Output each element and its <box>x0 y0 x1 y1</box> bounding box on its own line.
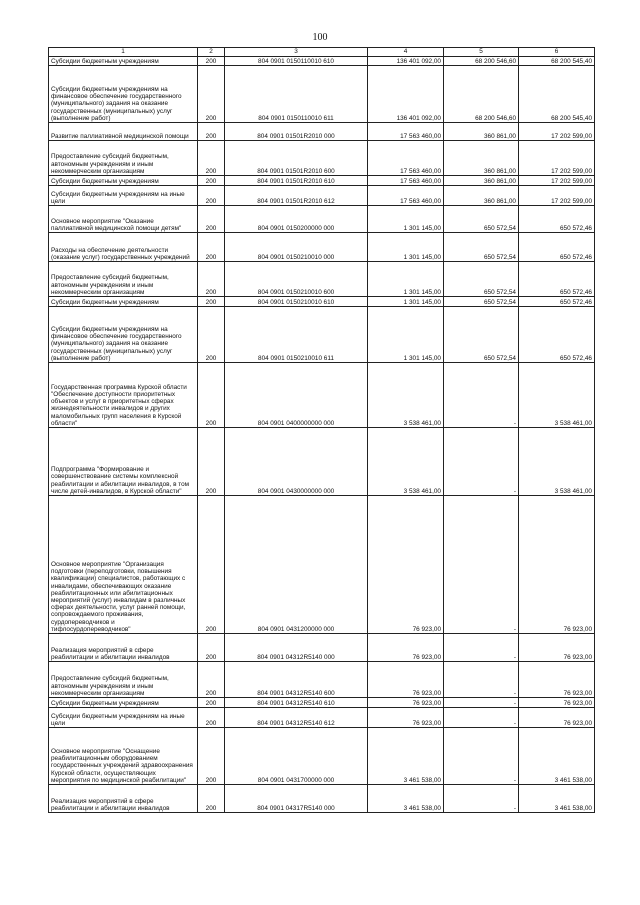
row-col6: 68 200 545,40 <box>519 66 595 123</box>
row-col6: 650 572,46 <box>519 233 595 262</box>
row-code: 804 0901 0150210010 611 <box>225 307 368 363</box>
row-col6: 76 923,00 <box>519 698 595 708</box>
row-name: Подпрограмма "Формирование и совершенствование системы комплексной реабилитации и абилитации инвалидов, в том числе детей-инвалидов, в Курской области" <box>49 428 198 496</box>
row-col4: 1 301 145,00 <box>368 233 444 262</box>
row-code: 804 0901 0150110010 611 <box>225 66 368 123</box>
row-unit: 200 <box>198 785 225 813</box>
row-col4: 76 923,00 <box>368 698 444 708</box>
row-code: 804 0901 04312R5140 600 <box>225 662 368 698</box>
row-code: 804 0901 0431200000 000 <box>225 496 368 634</box>
table-row <box>49 206 595 233</box>
row-code: 804 0901 0150110010 610 <box>225 57 368 66</box>
row-unit: 200 <box>198 186 225 206</box>
table-row <box>49 785 595 813</box>
row-col4: 76 923,00 <box>368 708 444 728</box>
row-code: 804 0901 0150210010 000 <box>225 233 368 262</box>
table-row <box>49 186 595 206</box>
header-cell: 5 <box>444 48 519 57</box>
row-unit: 200 <box>198 57 225 66</box>
row-col4: 1 301 145,00 <box>368 307 444 363</box>
row-unit: 200 <box>198 262 225 297</box>
row-col4: 3 461 538,00 <box>368 728 444 785</box>
row-col5: 360 861,00 <box>444 186 519 206</box>
table-row <box>49 708 595 728</box>
row-unit: 200 <box>198 496 225 634</box>
table-row <box>49 728 595 785</box>
row-code: 804 0901 01501R2010 612 <box>225 186 368 206</box>
table-row <box>49 363 595 428</box>
row-code: 804 0901 0150210010 610 <box>225 297 368 307</box>
table-row <box>49 57 595 66</box>
row-col4: 136 401 092,00 <box>368 66 444 123</box>
row-name: Основное мероприятие "Оказание паллиативной медицинской помощи детям" <box>49 206 198 233</box>
table-row <box>49 176 595 186</box>
row-col6: 17 202 599,00 <box>519 123 595 141</box>
row-code: 804 0901 0431700000 000 <box>225 728 368 785</box>
row-col4: 76 923,00 <box>368 496 444 634</box>
row-col5: 650 572,54 <box>444 206 519 233</box>
row-col6: 3 461 538,00 <box>519 785 595 813</box>
row-col5: 650 572,54 <box>444 307 519 363</box>
budget-table <box>48 47 595 813</box>
row-col6: 17 202 599,00 <box>519 176 595 186</box>
table-row <box>49 496 595 634</box>
header-cell: 3 <box>225 48 368 57</box>
table-row <box>49 297 595 307</box>
row-code: 804 0901 04312R5140 000 <box>225 634 368 662</box>
row-col4: 17 563 460,00 <box>368 123 444 141</box>
row-unit: 200 <box>198 206 225 233</box>
row-col6: 76 923,00 <box>519 634 595 662</box>
row-col6: 650 572,46 <box>519 297 595 307</box>
row-name: Развитие паллиативной медицинской помощи <box>49 123 198 141</box>
row-col5: - <box>444 785 519 813</box>
row-unit: 200 <box>198 233 225 262</box>
row-col4: 76 923,00 <box>368 662 444 698</box>
row-col5: - <box>444 708 519 728</box>
row-col4: 136 401 092,00 <box>368 57 444 66</box>
row-unit: 200 <box>198 662 225 698</box>
row-name: Расходы на обеспечение деятельности (оказание услуг) государственных учреждений <box>49 233 198 262</box>
header-cell: 1 <box>49 48 198 57</box>
row-name: Субсидии бюджетным учреждениям <box>49 57 198 66</box>
row-unit: 200 <box>198 297 225 307</box>
table-row <box>49 634 595 662</box>
row-code: 804 0901 0150210010 600 <box>225 262 368 297</box>
row-name: Предоставление субсидий бюджетным, автономным учреждениям и иным некоммерческим организациям <box>49 141 198 176</box>
table-row <box>49 662 595 698</box>
row-col6: 650 572,46 <box>519 206 595 233</box>
row-col5: 68 200 546,60 <box>444 66 519 123</box>
row-col5: - <box>444 428 519 496</box>
row-code: 804 0901 01501R2010 610 <box>225 176 368 186</box>
table-row <box>49 428 595 496</box>
row-name: Основное мероприятие "Организация подготовки (переподготовки, повышения квалификации) специалистов, работающих с инвалидами, обеспечивающих оказание реабилитационных или абилитационных мероприятий (услуг) инвалидам в различных сферах деятельности, услуг ранней помощи, сопровождаемого проживания, сурдопереводчиков и тифлосурдопереводчиков" <box>49 496 198 634</box>
row-col6: 3 461 538,00 <box>519 728 595 785</box>
row-unit: 200 <box>198 363 225 428</box>
row-col6: 17 202 599,00 <box>519 186 595 206</box>
row-name: Субсидии бюджетным учреждениям на финансовое обеспечение государственного (муниципального) задания на оказание государственных (муниципальных) услуг (выполнение работ) <box>49 307 198 363</box>
row-col6: 650 572,46 <box>519 262 595 297</box>
row-col6: 17 202 599,00 <box>519 141 595 176</box>
row-col5: 360 861,00 <box>444 176 519 186</box>
row-col4: 17 563 460,00 <box>368 186 444 206</box>
row-col4: 1 301 145,00 <box>368 262 444 297</box>
page-number: 100 <box>312 32 328 43</box>
table-row <box>49 233 595 262</box>
row-code: 804 0901 04312R5140 612 <box>225 708 368 728</box>
row-name: Субсидии бюджетным учреждениям <box>49 698 198 708</box>
row-name: Субсидии бюджетным учреждениям на иные цели <box>49 708 198 728</box>
row-col5: - <box>444 728 519 785</box>
row-col4: 17 563 460,00 <box>368 176 444 186</box>
row-code: 804 0901 04317R5140 000 <box>225 785 368 813</box>
row-unit: 200 <box>198 728 225 785</box>
row-col6: 68 200 545,40 <box>519 57 595 66</box>
row-unit: 200 <box>198 66 225 123</box>
row-name: Предоставление субсидий бюджетным, автономным учреждениям и иным некоммерческим организациям <box>49 662 198 698</box>
row-col5: - <box>444 496 519 634</box>
row-unit: 200 <box>198 141 225 176</box>
table-row <box>49 141 595 176</box>
row-col5: 650 572,54 <box>444 262 519 297</box>
row-col4: 3 538 461,00 <box>368 428 444 496</box>
header-cell: 2 <box>198 48 225 57</box>
row-col5: 360 861,00 <box>444 123 519 141</box>
row-col6: 3 538 461,00 <box>519 428 595 496</box>
row-col4: 3 538 461,00 <box>368 363 444 428</box>
row-name: Субсидии бюджетным учреждениям на иные цели <box>49 186 198 206</box>
header-cell: 4 <box>368 48 444 57</box>
row-col6: 76 923,00 <box>519 662 595 698</box>
row-code: 804 0901 01501R2010 600 <box>225 141 368 176</box>
table-row <box>49 262 595 297</box>
row-name: Государственная программа Курской области "Обеспечение доступности приоритетных объектов и услуг в приоритетных сферах жизнедеятельности инвалидов и других маломобильных групп населения в Курской области" <box>49 363 198 428</box>
row-col5: 650 572,54 <box>444 297 519 307</box>
row-col4: 17 563 460,00 <box>368 141 444 176</box>
row-col6: 76 923,00 <box>519 708 595 728</box>
row-unit: 200 <box>198 123 225 141</box>
row-col5: - <box>444 698 519 708</box>
row-col5: 650 572,54 <box>444 233 519 262</box>
row-name: Субсидии бюджетным учреждениям <box>49 176 198 186</box>
row-col6: 3 538 461,00 <box>519 363 595 428</box>
row-col6: 650 572,46 <box>519 307 595 363</box>
table-row <box>49 123 595 141</box>
row-unit: 200 <box>198 698 225 708</box>
row-name: Субсидии бюджетным учреждениям <box>49 297 198 307</box>
row-code: 804 0901 04312R5140 610 <box>225 698 368 708</box>
row-col4: 76 923,00 <box>368 634 444 662</box>
row-unit: 200 <box>198 708 225 728</box>
row-name: Основное мероприятие "Оснащение реабилитационным оборудованием государственных учреждений здравоохранения Курской области, осуществляющих мероприятия по медицинской реабилитации" <box>49 728 198 785</box>
row-name: Предоставление субсидий бюджетным, автономным учреждениям и иным некоммерческим организациям <box>49 262 198 297</box>
row-code: 804 0901 01501R2010 000 <box>225 123 368 141</box>
row-name: Реализация мероприятий в сфере реабилитации и абилитации инвалидов <box>49 634 198 662</box>
row-col4: 3 461 538,00 <box>368 785 444 813</box>
row-unit: 200 <box>198 428 225 496</box>
row-code: 804 0901 0400000000 000 <box>225 363 368 428</box>
table-row <box>49 307 595 363</box>
header-cell: 6 <box>519 48 595 57</box>
row-name: Субсидии бюджетным учреждениям на финансовое обеспечение государственного (муниципального) задания на оказание государственных (муниципальных) услуг (выполнение работ) <box>49 66 198 123</box>
row-col5: - <box>444 662 519 698</box>
row-code: 804 0901 0430000000 000 <box>225 428 368 496</box>
table-row <box>49 66 595 123</box>
row-code: 804 0901 0150200000 000 <box>225 206 368 233</box>
table-row <box>49 698 595 708</box>
row-col4: 1 301 145,00 <box>368 297 444 307</box>
row-col5: - <box>444 634 519 662</box>
row-col4: 1 301 145,00 <box>368 206 444 233</box>
row-col6: 76 923,00 <box>519 496 595 634</box>
row-unit: 200 <box>198 634 225 662</box>
row-unit: 200 <box>198 307 225 363</box>
row-col5: - <box>444 363 519 428</box>
header-row <box>49 48 595 57</box>
row-unit: 200 <box>198 176 225 186</box>
row-col5: 68 200 546,60 <box>444 57 519 66</box>
row-name: Реализация мероприятий в сфере реабилитации и абилитации инвалидов <box>49 785 198 813</box>
row-col5: 360 861,00 <box>444 141 519 176</box>
